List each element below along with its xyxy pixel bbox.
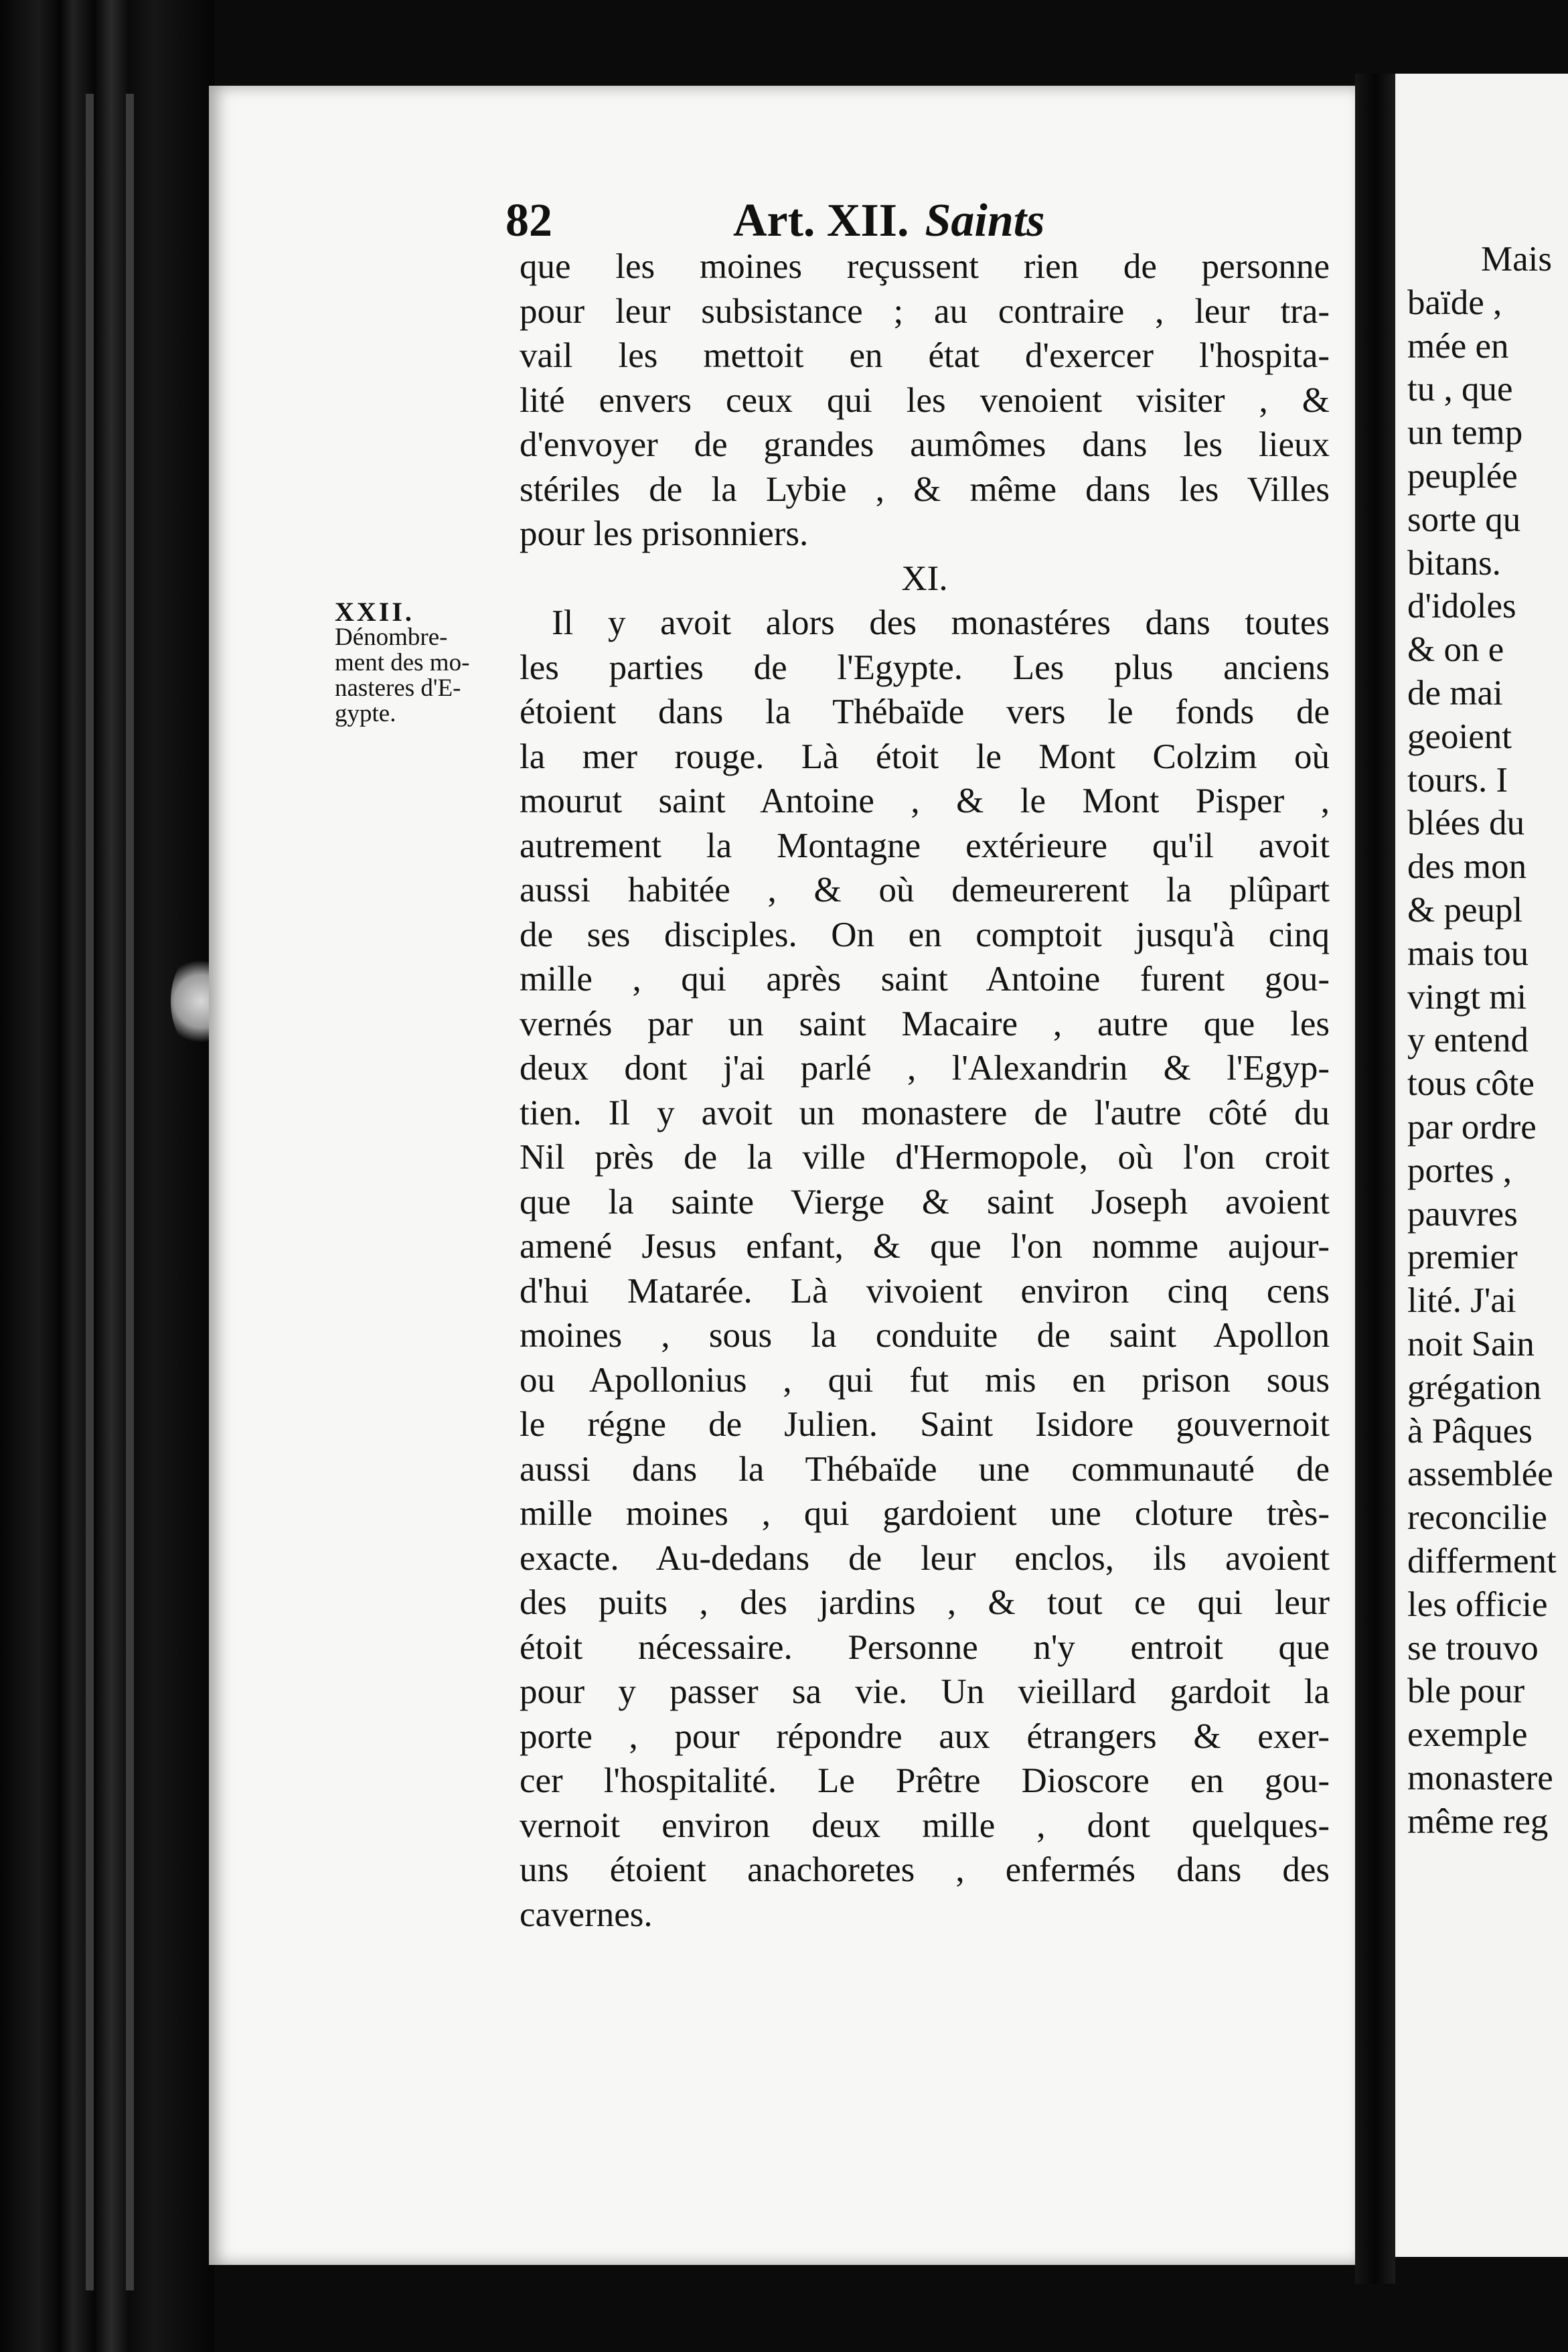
recto-text-line: vingt mi	[1407, 977, 1527, 1017]
running-title-text: Art. XII.	[733, 195, 909, 246]
recto-text-line: mais tou	[1407, 934, 1529, 973]
spine-edge-line	[86, 94, 94, 2290]
marginal-note-line: gypte.	[335, 700, 396, 727]
text-line: amené Jesus enfant, & que l'on nomme aujour-	[520, 1227, 1330, 1266]
text-line: tien. Il y avoit un monastere de l'autre côté du	[520, 1093, 1330, 1132]
recto-text-line: lité. J'ai	[1407, 1281, 1516, 1321]
text-line: aussi dans la Thébaïde une communauté de	[520, 1449, 1330, 1489]
text-line: stériles de la Lybie , & même dans les Villes	[520, 469, 1330, 509]
recto-text-line: exemple	[1407, 1715, 1528, 1755]
text-line: porte , pour répondre aux étrangers & exer-	[520, 1716, 1330, 1756]
recto-text-line: tours. I	[1407, 760, 1508, 800]
recto-text-line: grégation	[1407, 1368, 1542, 1407]
text-line: la mer rouge. Là étoit le Mont Colzim où	[520, 737, 1330, 776]
recto-text-line: un temp	[1407, 413, 1523, 453]
marginal-note-line: Dénombre-	[335, 623, 448, 651]
recto-text-line: à Pâques	[1407, 1411, 1533, 1451]
running-head	[505, 191, 1175, 251]
book-spine	[0, 0, 214, 2352]
section-number: XI.	[901, 559, 948, 598]
recto-text-line: Mais	[1481, 240, 1552, 279]
text-line: uns étoient anachoretes , enfermés dans des	[520, 1850, 1330, 1889]
page-number: 82	[505, 195, 552, 246]
recto-text-line: assemblée	[1407, 1455, 1553, 1494]
recto-text-line: ble pour	[1407, 1672, 1525, 1711]
text-line: lité envers ceux qui les venoient visiter , &	[520, 380, 1330, 420]
text-line: étoit nécessaire. Personne n'y entroit que	[520, 1627, 1330, 1667]
recto-text-line: peuplée	[1407, 456, 1518, 496]
recto-text-line: les officie	[1407, 1585, 1548, 1624]
recto-text-line: pauvres	[1407, 1194, 1518, 1234]
text-line: aussi habitée , & où demeurerent la plûpart	[520, 871, 1330, 909]
text-line: les parties de l'Egypte. Les plus anciens	[520, 648, 1330, 687]
text-line: mille , qui après saint Antoine furent gou-	[520, 960, 1330, 999]
recto-text-line: baïde ,	[1407, 283, 1502, 322]
marginal-note-line: ment des mo-	[335, 649, 470, 676]
text-line: mille moines , qui gardoient une cloture très-	[520, 1494, 1330, 1533]
recto-text-line: differment	[1407, 1541, 1557, 1581]
recto-text-line: blées du	[1407, 804, 1525, 843]
recto-text-line: bitans.	[1407, 543, 1501, 583]
text-line: autrement la Montagne extérieure qu'il avoit	[520, 826, 1330, 865]
text-line: d'hui Matarée. Là vivoient environ cinq cens	[520, 1271, 1330, 1311]
main-text-column	[520, 244, 1330, 1937]
text-line: vernoit environ deux mille , dont quelques-	[520, 1806, 1330, 1845]
text-line: pour y passer sa vie. Un vieillard gardoit la	[520, 1672, 1330, 1711]
recto-text-line: monastere	[1407, 1758, 1553, 1797]
text-line: ou Apollonius , qui fut mis en prison sous	[520, 1360, 1330, 1400]
text-line: pour les prisonniers.	[520, 514, 809, 553]
recto-text-line: y entend	[1407, 1021, 1529, 1060]
recto-text-line: reconcilie	[1407, 1498, 1547, 1538]
marginal-note	[335, 599, 516, 727]
recto-text-line: noit Sain	[1407, 1324, 1535, 1364]
recto-text-line: d'idoles	[1407, 587, 1516, 626]
recto-text-line: sorte qu	[1407, 500, 1521, 539]
text-line: cer l'hospitalité. Le Prêtre Dioscore en gou-	[520, 1761, 1330, 1800]
text-line: étoient dans la Thébaïde vers le fonds de	[520, 692, 1330, 731]
recto-text-line: & peupl	[1407, 890, 1523, 930]
marginal-note-line: nasteres d'E-	[335, 674, 461, 702]
text-line: que la sainte Vierge & saint Joseph avoient	[520, 1182, 1330, 1222]
recto-text-line: des mon	[1407, 847, 1527, 887]
marginal-note-line: XXII.	[335, 597, 414, 627]
recto-text-line: même reg	[1407, 1802, 1549, 1841]
text-line: d'envoyer de grandes aumômes dans les lieux	[520, 425, 1330, 464]
text-line: exacte. Au-dedans de leur enclos, ils avoient	[520, 1538, 1330, 1578]
recto-text-line: geoient	[1407, 717, 1512, 756]
running-title-italic: Saints	[925, 195, 1045, 246]
text-line: mourut saint Antoine , & le Mont Pisper ,	[520, 782, 1330, 820]
recto-text-line: & on e	[1407, 630, 1504, 670]
text-line: Nil près de la ville d'Hermopole, où l'on croit	[520, 1138, 1330, 1177]
recto-page-fragment	[1395, 74, 1568, 2257]
text-line: que les moines reçussent rien de personne	[520, 247, 1330, 286]
recto-text-line: tous côte	[1407, 1064, 1535, 1104]
recto-text-line: par ordre	[1407, 1107, 1537, 1147]
page-gutter	[1355, 74, 1395, 2284]
text-line: Il y avoit alors des monastéres dans toutes	[552, 603, 1330, 642]
text-line: vernés par un saint Macaire , autre que les	[520, 1004, 1330, 1043]
text-line: de ses disciples. On en comptoit jusqu'à cinq	[520, 915, 1330, 954]
recto-text-line: de mai	[1407, 673, 1503, 713]
text-line: deux dont j'ai parlé , l'Alexandrin & l'Egyp-	[520, 1049, 1330, 1088]
text-line: cavernes.	[520, 1895, 653, 1934]
text-line: moines , sous la conduite de saint Apollon	[520, 1316, 1330, 1355]
text-line: des puits , des jardins , & tout ce qui leur	[520, 1583, 1330, 1622]
recto-text-line: se trouvo	[1407, 1628, 1539, 1668]
spine-edge-line	[126, 94, 134, 2290]
recto-text-line: premier	[1407, 1238, 1518, 1277]
text-line: le régne de Julien. Saint Isidore gouvernoit	[520, 1405, 1330, 1444]
recto-text-line: portes ,	[1407, 1151, 1512, 1190]
text-line: pour leur subsistance ; au contraire , leur tra-	[520, 291, 1330, 331]
recto-text-line: tu , que	[1407, 370, 1513, 409]
recto-text-block	[1407, 238, 1568, 1843]
text-line: vail les mettoit en état d'exercer l'hospita-	[520, 336, 1330, 375]
running-title	[733, 191, 1044, 251]
recto-text-line: mée en	[1407, 326, 1509, 366]
